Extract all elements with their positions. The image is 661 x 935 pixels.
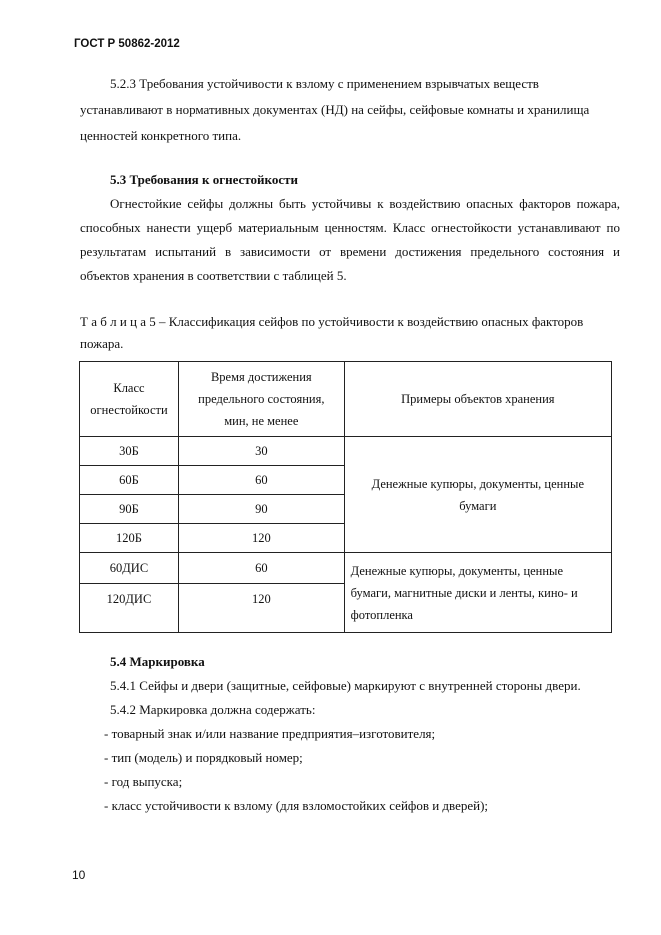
class-cell: 30Б bbox=[80, 437, 179, 466]
document-header: ГОСТ Р 50862-2012 bbox=[74, 38, 180, 50]
marking-list-item: - тип (модель) и порядковый номер; bbox=[104, 750, 303, 765]
time-cell: 90 bbox=[178, 495, 344, 524]
header-time bbox=[178, 362, 344, 437]
marking-list-item: - товарный знак и/или название предприятия–изготовителя; bbox=[104, 726, 436, 741]
section-53-line-1: Огнестойкие сейфы должны быть устойчивы к воздействию опасных факторов пожара, bbox=[110, 196, 620, 211]
class-cell: 90Б bbox=[80, 495, 179, 524]
section-53-line-4: объектов хранения в соответствии с таблицей 5. bbox=[80, 268, 347, 283]
header-time-line-2: предельного состояния, bbox=[198, 392, 325, 406]
time-cell: 60 bbox=[178, 466, 344, 495]
examples-group-2-line-1: Денежные купюры, документы, ценные bbox=[350, 563, 564, 578]
header-time-line-3: мин, не менее bbox=[224, 414, 299, 428]
table-caption-line-1: Т а б л и ц а 5 – Классификация сейфов по устойчивости к воздействию опасных факторов bbox=[80, 314, 584, 329]
table-row bbox=[80, 553, 612, 584]
class-cell: 120ДИС bbox=[80, 584, 179, 633]
section-53-line-2: способных нанести ущерб материальным ценностям. Класс огнестойкости устанавливают по bbox=[80, 220, 620, 235]
header-class-line-1: Класс bbox=[113, 381, 145, 395]
examples-group-2-line-3: фотопленка bbox=[350, 607, 413, 622]
examples-cell-group-2 bbox=[344, 553, 611, 633]
table-caption-line-2: пожара. bbox=[80, 336, 124, 351]
page-number: 10 bbox=[72, 868, 86, 882]
class-cell: 120Б bbox=[80, 524, 179, 553]
table-header-row bbox=[80, 362, 612, 437]
header-time-line-1: Время достижения bbox=[210, 370, 312, 384]
paragraph-541: 5.4.1 Сейфы и двери (защитные, сейфовые) маркируют с внутренней стороны двери. bbox=[110, 678, 581, 693]
time-cell: 120 bbox=[178, 584, 344, 633]
section-53-heading: 5.3 Требования к огнестойкости bbox=[110, 172, 298, 187]
header-class-line-2: огнестойкости bbox=[90, 403, 168, 417]
section-53-line-3: результатам испытаний в зависимости от времени достижения предельного состояния и bbox=[80, 244, 620, 259]
section-54-heading: 5.4 Маркировка bbox=[110, 654, 205, 669]
section-523-line-3: ценностей конкретного типа. bbox=[80, 128, 242, 143]
header-examples: Примеры объектов хранения bbox=[344, 362, 611, 437]
time-cell: 60 bbox=[178, 553, 344, 584]
header-class bbox=[80, 362, 179, 437]
time-cell: 30 bbox=[178, 437, 344, 466]
marking-list-item: - год выпуска; bbox=[104, 774, 183, 789]
examples-cell-group-1 bbox=[344, 437, 611, 553]
marking-list-item: - класс устойчивости к взлому (для взломостойких сейфов и дверей); bbox=[104, 798, 489, 813]
paragraph-542: 5.4.2 Маркировка должна содержать: bbox=[110, 702, 316, 717]
table-row bbox=[80, 437, 612, 466]
examples-group-1-line-2: бумаги bbox=[459, 498, 497, 513]
class-cell: 60Б bbox=[80, 466, 179, 495]
section-523-line-2: устанавливают в нормативных документах (НД) на сейфы, сейфовые комнаты и хранилища bbox=[80, 102, 590, 117]
examples-group-1-line-1: Денежные купюры, документы, ценные bbox=[371, 476, 584, 491]
table-5 bbox=[79, 361, 612, 633]
class-cell: 60ДИС bbox=[80, 553, 179, 584]
examples-group-2-line-2: бумаги, магнитные диски и ленты, кино- и bbox=[350, 585, 578, 600]
section-523-line-1: 5.2.3 Требования устойчивости к взлому с применением взрывчатых веществ bbox=[110, 76, 539, 91]
time-cell: 120 bbox=[178, 524, 344, 553]
